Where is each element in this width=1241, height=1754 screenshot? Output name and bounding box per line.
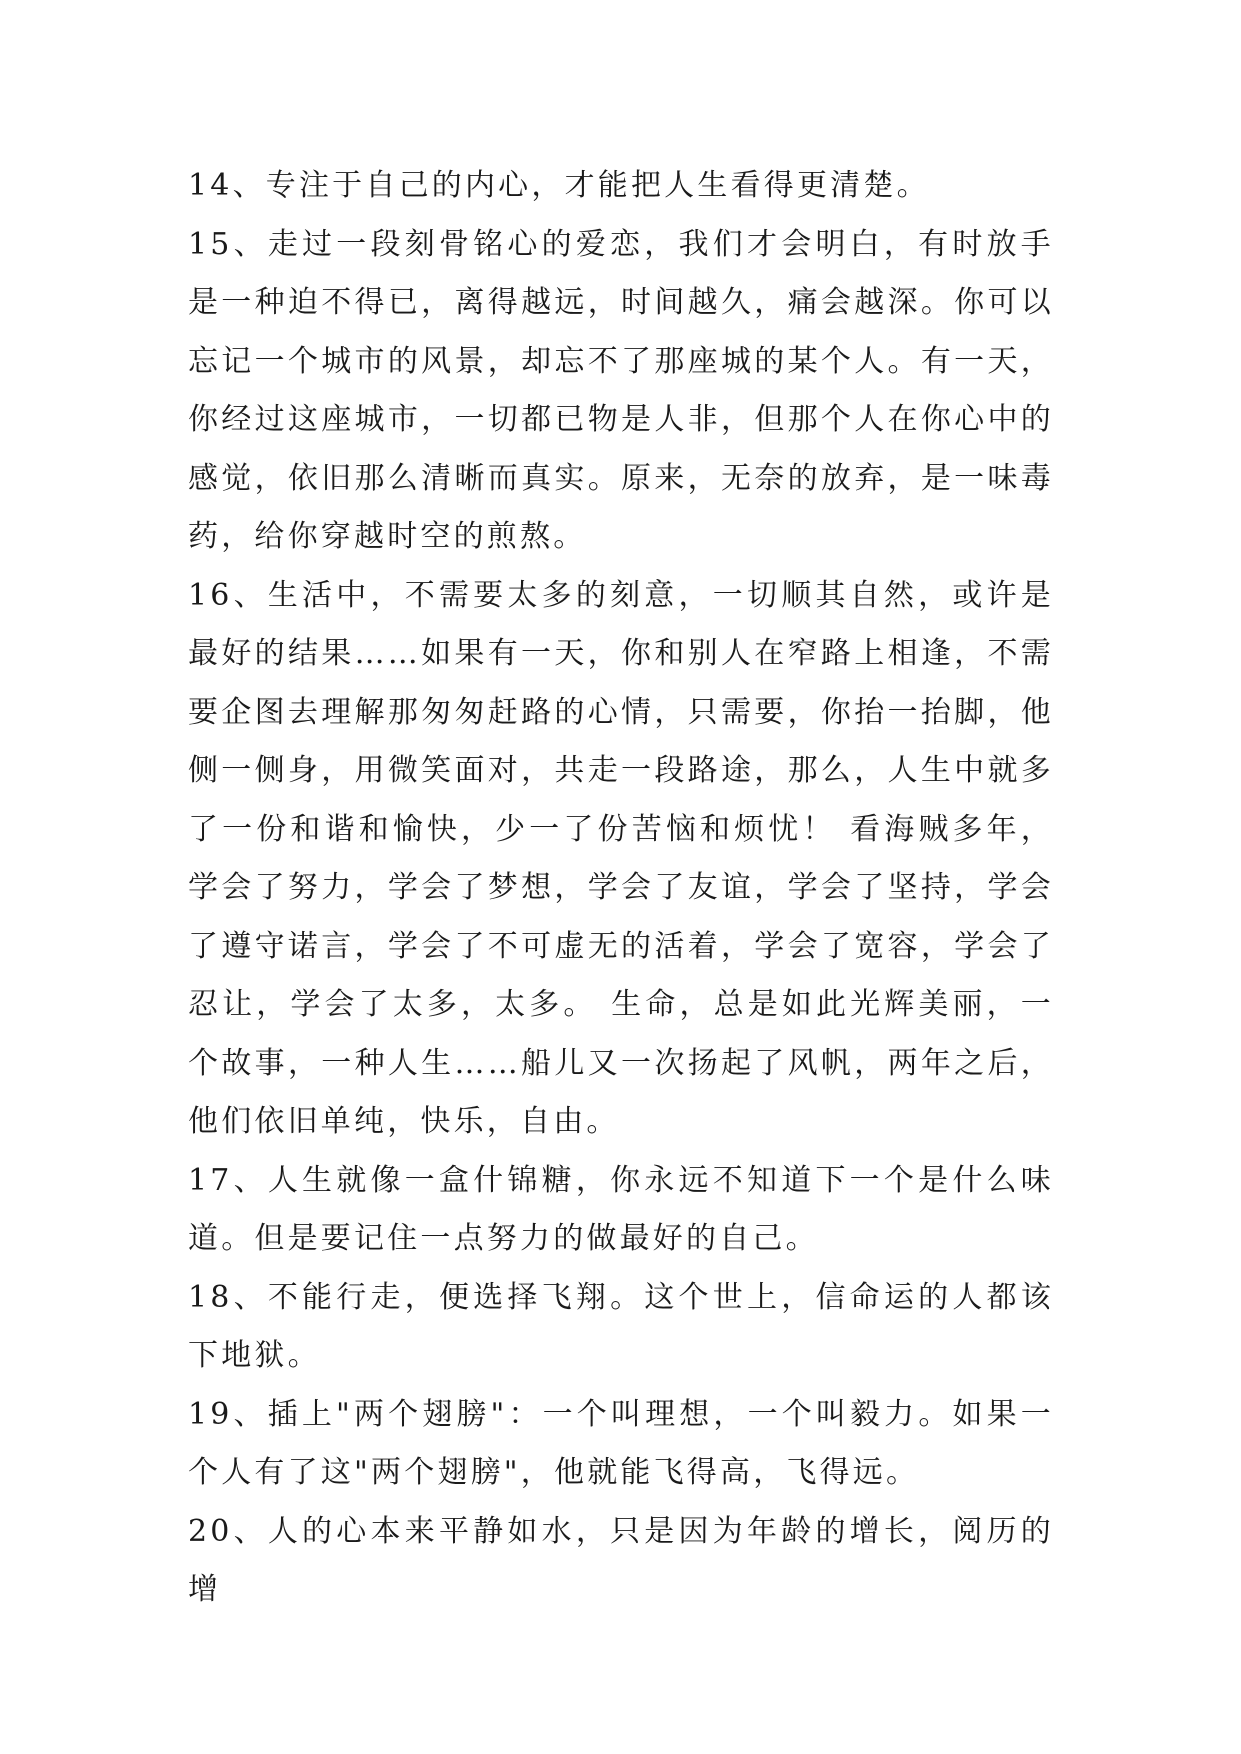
document-body [188,157,1054,1620]
paragraph-16: 16、生活中，不需要太多的刻意，一切顺其自然，或许是最好的结果……如果有一天，你和别人在窄路上相逢，不需要企图去理解那匆匆赶路的心情，只需要，你抬一抬脚，他侧一侧身，用微笑面对，共走一段路途，那么，人生中就多了一份和谐和愉快，少一了份苦恼和烦忧！ 看海贼多年，学会了努力，学会了梦想，学会了友谊，学会了坚持，学会了遵守诺言，学会了不可虚无的活着，学会了宽容，学会了忍让，学会了太多，太多。 生命，总是如此光辉美丽，一个故事，一种人生……船儿又一次扬起了风帆，两年之后，他们依旧单纯，快乐，自由。 [188,577,1054,1139]
paragraph-14: 14、专注于自己的内心，才能把人生看得更清楚。 [188,168,930,203]
paragraph-17: 17、人生就像一盒什锦糖，你永远不知道下一个是什么味道。但是要记住一点努力的做最好的自己。 [188,1162,1054,1256]
paragraph-20: 20、人的心本来平静如水，只是因为年龄的增长，阅历的增 [188,1513,1054,1607]
paragraph-19: 19、插上"两个翅膀"：一个叫理想，一个叫毅力。如果一个人有了这"两个翅膀"，他就能飞得高，飞得远。 [188,1396,1054,1490]
paragraph-15: 15、走过一段刻骨铭心的爱恋，我们才会明白，有时放手是一种迫不得已，离得越远，时间越久，痛会越深。你可以忘记一个城市的风景，却忘不了那座城的某个人。有一天，你经过这座城市，一切都已物是人非，但那个人在你心中的感觉，依旧那么清晰而真实。原来，无奈的放弃，是一味毒药，给你穿越时空的煎熬。 [188,226,1054,554]
paragraph-18: 18、不能行走，便选择飞翔。这个世上，信命运的人都该下地狱。 [188,1279,1054,1373]
